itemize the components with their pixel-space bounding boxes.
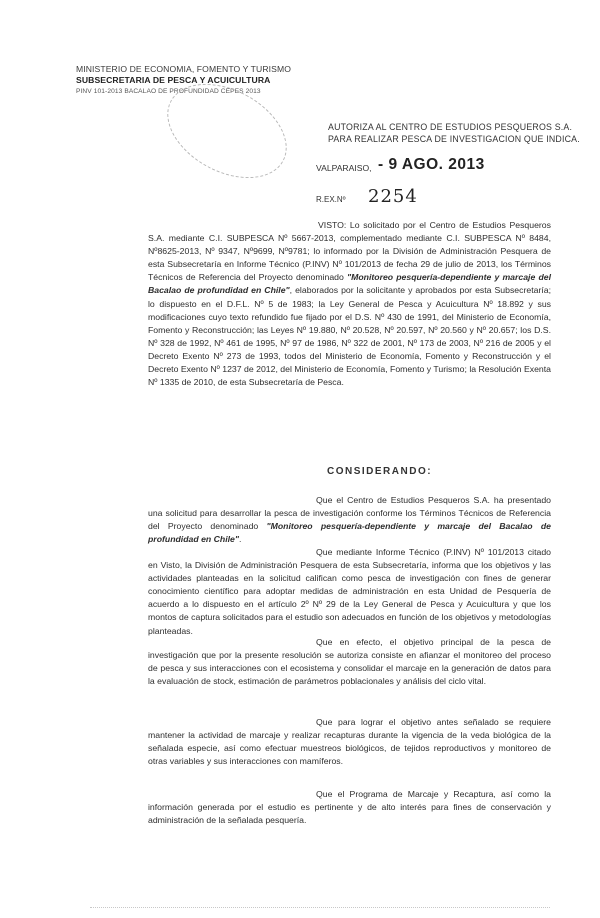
footer-rule bbox=[90, 907, 550, 908]
considerando-5: Que el Programa de Marcaje y Recaptura, así como la información generada por el estudio es pertinente y de alto interés para fines de conservación y administración de la señalada pesquería. bbox=[148, 789, 551, 826]
considerando-2: Que mediante Informe Técnico (P.INV) Nº 101/2013 citado en Visto, la División de Administración Pesquera de esta Subsecretaría, informa que los objetivos y las actividades planteadas en la solicitud califican como pesca de investigación con fines de generar conocimiento científico para adoptar medidas de administración en esta Unidad de Pesquería de acuerdo a lo dispuesto en el artículo 2º Nº 29 de la Ley General de Pesca y Acuicultura y que los montos de captura solicitados para el estudio son adecuados en función de los objetivos y metodologías planteadas. bbox=[148, 547, 551, 636]
date-stamp: - 9 AGO. 2013 bbox=[378, 156, 485, 173]
rex-label: R.EX.Nº bbox=[316, 195, 346, 204]
subsecretaria-name: SUBSECRETARIA DE PESCA Y ACUICULTURA bbox=[76, 75, 271, 85]
reference-code: PINV 101-2013 BACALAO DE PROFUNDIDAD CEPES 2013 bbox=[76, 88, 261, 95]
subject-line-1: AUTORIZA AL CENTRO DE ESTUDIOS PESQUEROS S.A. bbox=[328, 122, 573, 132]
considerando-heading: CONSIDERANDO: bbox=[327, 466, 433, 477]
considerando-3: Que en efecto, el objetivo principal de la pesca de investigación que por la presente resolución se autoriza consiste en afianzar el monitoreo del proceso de pesca y sus interacciones con el ecosistema y consolidar el marcaje en la generación de datos para la evaluación de stock, estimación de parámetros poblacionales y análisis del ciclo vital. bbox=[148, 637, 551, 687]
project-name: "Monitoreo pesquería-dependiente y marcaje del Bacalao de profundidad en Chile" bbox=[148, 272, 551, 296]
place-label: VALPARAISO, bbox=[316, 163, 372, 173]
ministry-name: MINISTERIO DE ECONOMIA, FOMENTO Y TURISMO bbox=[76, 64, 291, 74]
rex-number: 2254 bbox=[368, 186, 418, 207]
subject-line-2: PARA REALIZAR PESCA DE INVESTIGACION QUE INDICA. bbox=[328, 134, 580, 144]
considerando-4: Que para lograr el objetivo antes señalado se requiere mantener la actividad de marcaje y realizar recapturas durante la vigencia de la veda biológica de la señalada especie, así como efectuar muestreos biológicos, de tejidos reproductivos y monitoreo de otras variables y sus interacciones con mamíferos. bbox=[148, 717, 551, 767]
resolution-subject bbox=[328, 121, 580, 145]
considerando-1: Que el Centro de Estudios Pesqueros S.A. ha presentado una solicitud para desarrollar la pesca de investigación conforme los Términos Técnicos de Referencia del Proyecto denominado "Monitoreo pesquería-dependiente y marcaje del Bacalao de profundidad en Chile". bbox=[148, 495, 551, 545]
project-name-2: "Monitoreo pesquería-dependiente y marcaje del Bacalao de profundidad en Chile" bbox=[148, 521, 551, 545]
visto-paragraph: VISTO: Lo solicitado por el Centro de Estudios Pesqueros S.A. mediante C.I. SUBPESCA Nº 5667-2013, complementado mediante C.I. SUBPESCA Nº 8484, Nº8625-2013, Nº 9347, Nº9699, Nº9781; lo informado por la División de Administración Pesquera de esta Subsecretaría en Informe Técnico (P.INV) Nº 101/2013 de fecha 29 de julio de 2013, los Términos Técnicos de Referencia del Proyecto denominado "Monitoreo pesquería-dependiente y marcaje del Bacalao de profundidad en Chile", elaborados por la solicitante y aprobados por esta Subsecretaría; lo dispuesto en el D.F.L. Nº 5 de 1983; la Ley General de Pesca y Acuicultura Nº 18.892 y sus modificaciones cuyo texto refundido fue fijado por el D.S. Nº 430 de 1991, del Ministerio de Economía, Fomento y Reconstrucción; las Leyes Nº 19.880, Nº 20.528, Nº 20.597, Nº 20.560 y Nº 20.657; los D.S. Nº 328 de 1992, Nº 461 de 1995, Nº 97 de 1986, Nº 322 de 2001, Nº 173 de 2003, Nº 216 de 2005 y el Decreto Exento Nº 273 de 1993, todos del Ministerio de Economía, Fomento y Reconstrucción y el Decreto Exento Nº 1237 de 2012, del Ministerio de Economía, Fomento y Turismo; la Resolución Exenta Nº 1335 de 2010, de esta Subsecretaría de Pesca. bbox=[148, 220, 551, 388]
